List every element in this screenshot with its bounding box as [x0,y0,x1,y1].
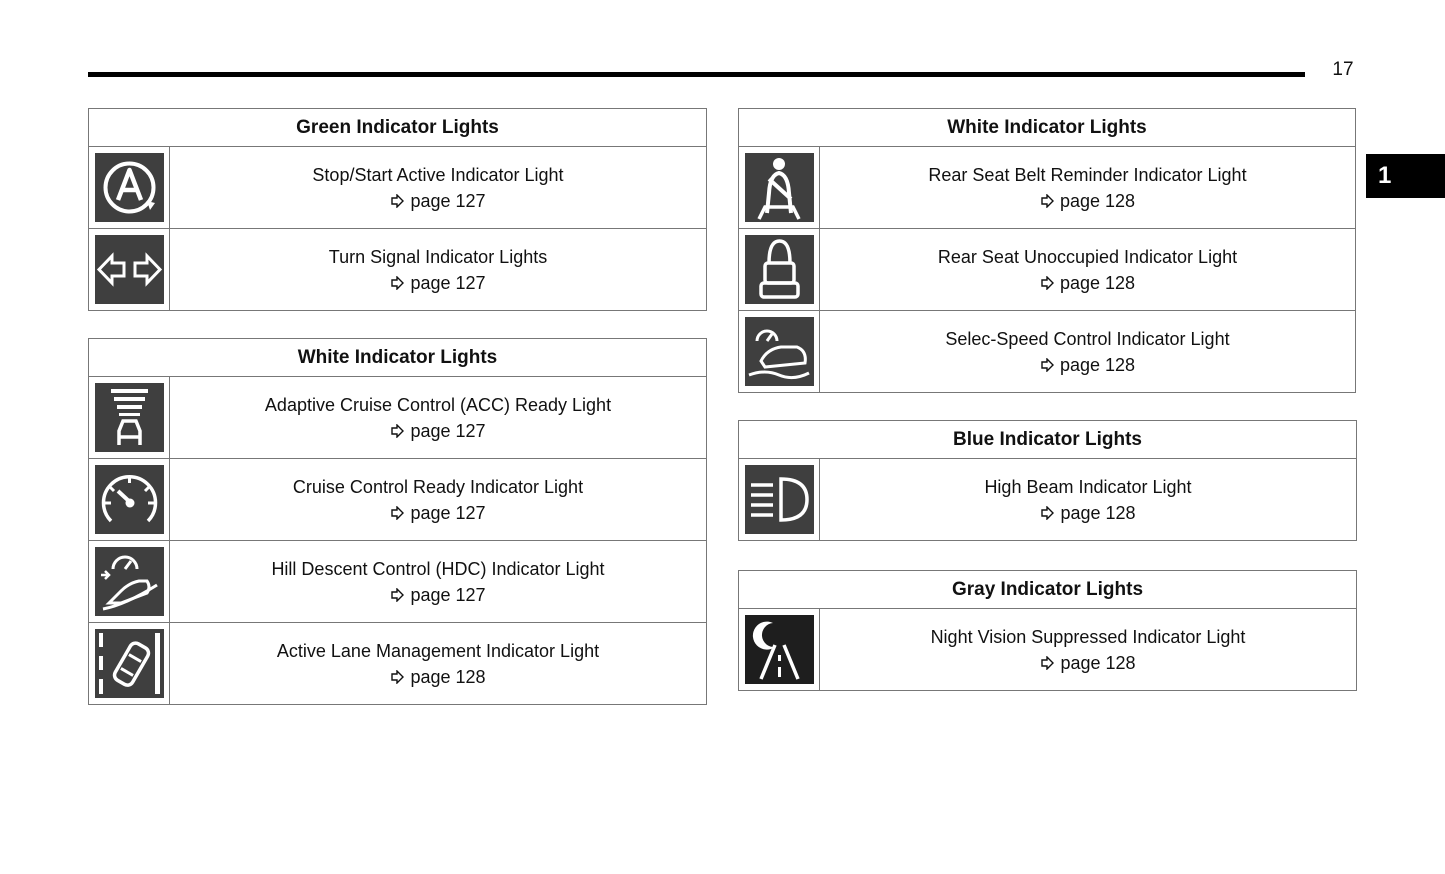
arrow-right-icon [1040,358,1054,372]
indicator-label: Rear Seat Belt Reminder Indicator Light [928,164,1247,185]
page-reference[interactable] [1040,352,1135,378]
hill-descent-icon [95,547,164,616]
indicator-label: Rear Seat Unoccupied Indicator Light [937,246,1238,267]
arrow-right-icon [390,588,404,602]
page-link[interactable]: page 128 [1059,190,1136,211]
table-title: Blue Indicator Lights [739,421,1356,459]
page-link[interactable]: page 127 [410,502,486,523]
page-link[interactable]: page 127 [410,420,486,441]
blue-indicator-table [738,420,1357,541]
green-indicator-table [88,108,707,311]
page-reference[interactable] [390,582,485,608]
page-reference[interactable] [390,270,485,296]
page-reference[interactable] [1040,188,1135,214]
indicator-label: Selec-Speed Control Indicator Light [945,328,1230,349]
page-reference[interactable] [390,500,485,526]
table-row [739,147,1355,229]
page-link[interactable]: page 128 [1060,502,1136,523]
acc-icon [95,383,164,452]
indicator-label: Hill Descent Control (HDC) Indicator Light [271,558,605,579]
selec-speed-icon [745,317,814,386]
indicator-label: Adaptive Cruise Control (ACC) Ready Light [264,394,612,415]
page-number: 17 [1332,59,1354,80]
table-title: White Indicator Lights [89,339,706,377]
arrow-right-icon [390,194,404,208]
page-reference[interactable] [1040,500,1135,526]
arrow-right-icon [1040,276,1054,290]
speedometer-icon [95,465,164,534]
indicator-label: High Beam Indicator Light [984,476,1192,497]
lane-management-icon [95,629,164,698]
page-reference[interactable] [390,188,485,214]
gray-indicator-table [738,570,1357,691]
arrow-right-icon [1040,656,1054,670]
stop-start-icon [95,153,164,222]
table-title: Gray Indicator Lights [739,571,1356,609]
arrow-right-icon [390,506,404,520]
chapter-tab[interactable]: 1 [1366,154,1445,198]
night-vision-icon [745,615,814,684]
arrow-right-icon [390,276,404,290]
seat-icon [745,235,814,304]
turn-signal-icon [95,235,164,304]
table-row [89,147,706,229]
arrow-right-icon [1040,506,1054,520]
table-row [739,459,1356,540]
arrow-right-icon [390,424,404,438]
table-row [739,229,1355,311]
arrow-right-icon [390,670,404,684]
table-row [739,311,1355,392]
page-link[interactable]: page 128 [1059,272,1136,293]
page-reference[interactable] [1040,650,1135,676]
table-row [739,609,1356,690]
page-reference[interactable] [1040,270,1135,296]
page-link[interactable]: page 127 [410,584,486,605]
indicator-label: Active Lane Management Indicator Light [276,640,600,661]
table-row [89,229,706,310]
page-link[interactable]: page 127 [410,272,486,293]
page-link[interactable]: page 128 [410,666,486,687]
table-title: White Indicator Lights [739,109,1355,147]
indicator-label: Cruise Control Ready Indicator Light [292,476,584,497]
indicator-label: Night Vision Suppressed Indicator Light [930,626,1246,647]
high-beam-icon [745,465,814,534]
page-reference[interactable] [390,664,485,690]
white-indicator-table-left [88,338,707,705]
seat-belt-icon [745,153,814,222]
white-indicator-table-right [738,108,1356,393]
page-link[interactable]: page 128 [1059,354,1136,375]
table-row [89,541,706,623]
header-rule [88,72,1305,77]
page-link[interactable]: page 127 [410,190,486,211]
table-title: Green Indicator Lights [89,109,706,147]
arrow-right-icon [1040,194,1054,208]
table-row [89,459,706,541]
page-link[interactable]: page 128 [1060,652,1136,673]
page-reference[interactable] [390,418,485,444]
indicator-label: Turn Signal Indicator Lights [328,246,548,267]
indicator-label: Stop/Start Active Indicator Light [312,164,564,185]
table-row [89,623,706,704]
table-row [89,377,706,459]
